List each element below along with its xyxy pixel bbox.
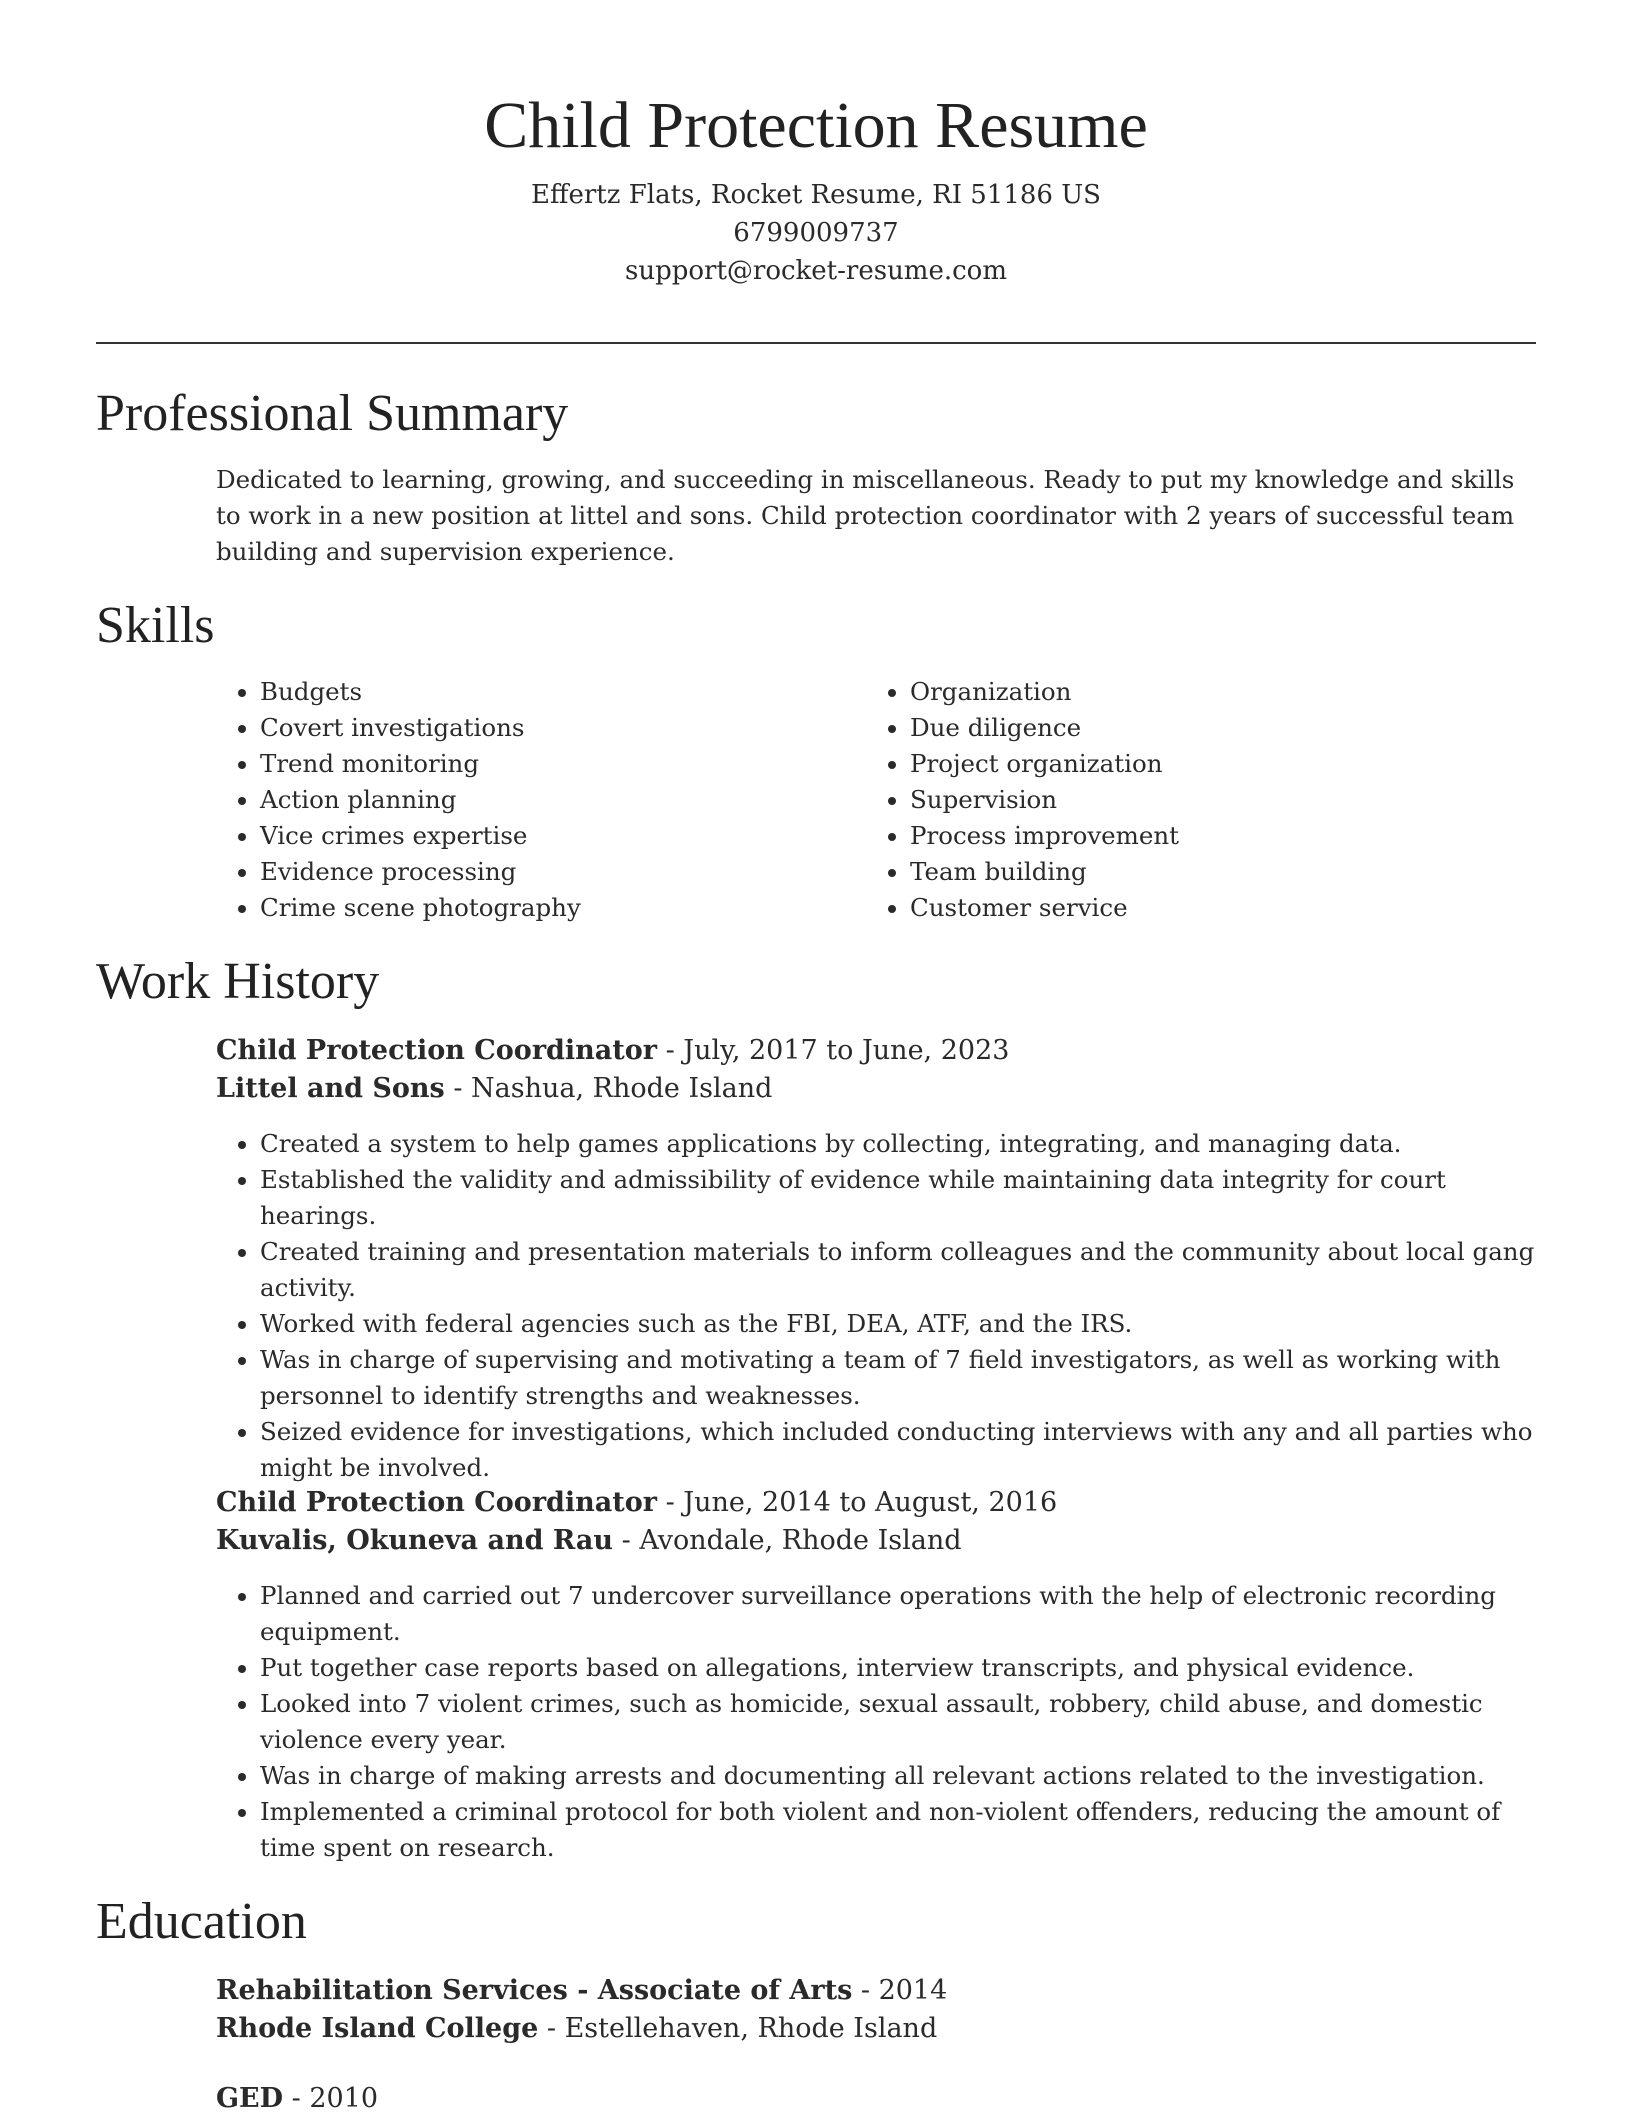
skill-item: • Action planning xyxy=(260,782,866,818)
job-bullet: • Was in charge of supervising and motivating a team of 7 field investigators, as well as working with personnel to identify strengths and weaknesses. xyxy=(260,1342,1536,1414)
skill-item: • Covert investigations xyxy=(260,710,866,746)
skills-list xyxy=(216,674,1536,926)
skill-item: • Crime scene photography xyxy=(260,890,866,926)
job-location: - Avondale, Rhode Island xyxy=(613,1525,962,1556)
education-year: - 2010 xyxy=(283,2083,379,2114)
job-bullet: • Put together case reports based on allegations, interview transcripts, and physical evidence. xyxy=(260,1650,1536,1686)
job-location: - Nashua, Rhode Island xyxy=(444,1073,773,1104)
education-school: Rhode Island College xyxy=(216,2013,539,2044)
job-company: Kuvalis, Okuneva and Rau xyxy=(216,1525,614,1556)
job-company: Littel and Sons xyxy=(216,1073,445,1104)
education-entry xyxy=(216,1972,1536,2048)
job-header xyxy=(216,1032,1536,1108)
skill-item: • Evidence processing xyxy=(260,854,866,890)
job-bullet: • Worked with federal agencies such as the FBI, DEA, ATF, and the IRS. xyxy=(260,1306,1536,1342)
skill-item: • Customer service xyxy=(910,890,1516,926)
contact-info xyxy=(0,176,1632,290)
job-role: Child Protection Coordinator xyxy=(216,1035,658,1066)
job-bullet: • Established the validity and admissibility of evidence while maintaining data integrity for court hearings. xyxy=(260,1162,1536,1234)
skill-item: • Budgets xyxy=(260,674,866,710)
education-degree: GED xyxy=(216,2083,284,2114)
skills-column-1 xyxy=(216,674,866,926)
summary-text: Dedicated to learning, growing, and succeeding in miscellaneous. Ready to put my knowledge and skills to work in a new position at littel and sons. Child protection coordinator with 2 years of successful team building and supervision experience. xyxy=(216,465,1515,566)
skills-title: Skills xyxy=(96,597,215,654)
resume-header xyxy=(0,0,1632,290)
contact-phone: 6799009737 xyxy=(733,218,899,248)
job-bullet: • Implemented a criminal protocol for both violent and non-violent offenders, reducing the amount of time spent on research. xyxy=(260,1794,1536,1866)
resume-name: Child Protection Resume xyxy=(484,89,1148,162)
job-header xyxy=(216,1484,1536,1560)
work-history-title: Work History xyxy=(96,953,380,1010)
job-role: Child Protection Coordinator xyxy=(216,1487,658,1518)
job-dates: - July, 2017 to June, 2023 xyxy=(657,1035,1010,1066)
job-bullet: • Created a system to help games applications by collecting, integrating, and managing data. xyxy=(260,1126,1536,1162)
skill-item: • Vice crimes expertise xyxy=(260,818,866,854)
job-bullet: • Created training and presentation materials to inform colleagues and the community about local gang activity. xyxy=(260,1234,1536,1306)
skill-item: • Team building xyxy=(910,854,1516,890)
skills-column-2 xyxy=(866,674,1516,926)
education-entry xyxy=(216,2080,1536,2118)
education-degree: Rehabilitation Services - Associate of Arts xyxy=(216,1975,853,2006)
job-bullet: • Was in charge of making arrests and documenting all relevant actions related to the investigation. xyxy=(260,1758,1536,1794)
summary-title: Professional Summary xyxy=(96,385,569,442)
job-bullet: • Seized evidence for investigations, which included conducting interviews with any and all parties who might be involved. xyxy=(260,1414,1536,1486)
education-year: - 2014 xyxy=(852,1975,948,2006)
job-dates: - June, 2014 to August, 2016 xyxy=(657,1487,1058,1518)
skill-item: • Trend monitoring xyxy=(260,746,866,782)
contact-address: Effertz Flats, Rocket Resume, RI 51186 US xyxy=(531,180,1101,210)
job-bullets xyxy=(216,1578,1536,1866)
skill-item: • Due diligence xyxy=(910,710,1516,746)
skill-item: • Process improvement xyxy=(910,818,1516,854)
skill-item: • Project organization xyxy=(910,746,1516,782)
education-title: Education xyxy=(96,1893,307,1950)
header-divider xyxy=(96,342,1536,344)
skill-item: • Supervision xyxy=(910,782,1516,818)
skill-item: • Organization xyxy=(910,674,1516,710)
contact-email: support@rocket-resume.com xyxy=(624,256,1007,286)
job-bullet: • Looked into 7 violent crimes, such as homicide, sexual assault, robbery, child abuse, and domestic violence every year. xyxy=(260,1686,1536,1758)
job-bullet: • Planned and carried out 7 undercover surveillance operations with the help of electronic recording equipment. xyxy=(260,1578,1536,1650)
job-bullets xyxy=(216,1126,1536,1486)
education-location: - Estellehaven, Rhode Island xyxy=(538,2013,938,2044)
